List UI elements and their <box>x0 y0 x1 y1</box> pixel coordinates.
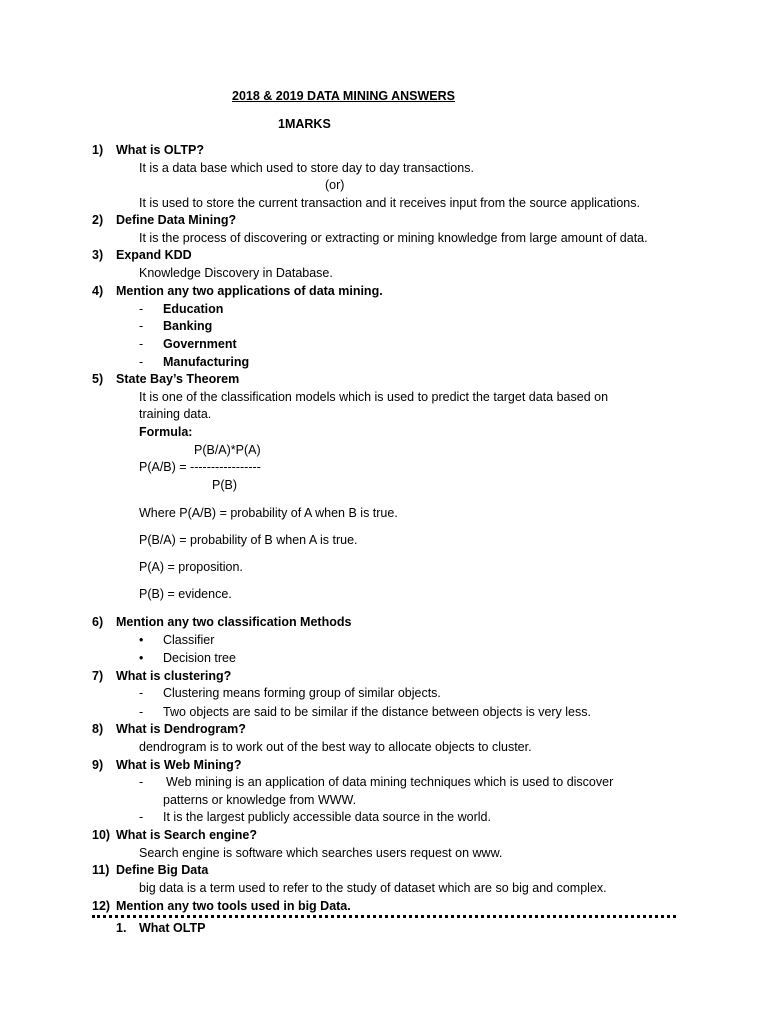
list-item: Decision tree <box>163 651 236 665</box>
question-number: 2) <box>92 213 104 227</box>
question-text: Expand KDD <box>116 248 192 262</box>
dash-marker: - <box>139 686 144 700</box>
definition-line: Where P(A/B) = probability of A when B is true. <box>139 506 398 520</box>
question-number: 4) <box>92 284 104 298</box>
question-number: 3) <box>92 248 104 262</box>
question-number: 12) <box>92 899 111 913</box>
question-number: 11) <box>92 863 110 877</box>
question-number: 1) <box>92 143 104 157</box>
list-item: Web mining is an application of data mining techniques which is used to discover <box>166 775 614 789</box>
list-item: Manufacturing <box>163 355 250 369</box>
question-text: Define Data Mining? <box>116 213 237 227</box>
formula-lhs: P(A/B) = ----------------- <box>139 460 261 474</box>
next-page-question: What OLTP <box>139 921 206 935</box>
question-text: Mention any two tools used in big Data. <box>116 899 351 913</box>
list-item: Two objects are said to be similar if the distance between objects is very less. <box>163 705 591 719</box>
dash-marker: - <box>139 355 144 369</box>
dash-marker: - <box>139 337 144 351</box>
answer-text: It is used to store the current transaction and it receives input from the source applications. <box>139 196 640 210</box>
dash-marker: - <box>139 810 144 824</box>
definition-line: P(B/A) = probability of B when A is true. <box>139 533 358 547</box>
answer-text: Knowledge Discovery in Database. <box>139 266 333 280</box>
formula-label: Formula: <box>139 425 193 439</box>
question-text: What is clustering? <box>116 669 232 683</box>
document-title: 2018 & 2019 DATA MINING ANSWERS <box>232 89 455 103</box>
document-subtitle: 1MARKS <box>278 117 331 131</box>
list-item: Classifier <box>163 633 215 647</box>
dash-marker: - <box>139 705 144 719</box>
list-item: patterns or knowledge from WWW. <box>163 793 357 807</box>
answer-text: It is the process of discovering or extracting or mining knowledge from large amount of data. <box>139 231 648 245</box>
question-number: 9) <box>92 758 104 772</box>
question-text: What is Dendrogram? <box>116 722 246 736</box>
bullet-marker: • <box>139 651 144 665</box>
answer-text: training data. <box>139 407 212 421</box>
question-text: What is OLTP? <box>116 143 204 157</box>
formula-denominator: P(B) <box>212 478 237 492</box>
question-text: Mention any two classification Methods <box>116 615 352 629</box>
bullet-marker: • <box>139 633 144 647</box>
page-break-divider <box>92 915 676 918</box>
question-number: 8) <box>92 722 104 736</box>
question-number: 10) <box>92 828 111 842</box>
question-number: 5) <box>92 372 104 386</box>
question-text: What is Search engine? <box>116 828 258 842</box>
answer-text: It is one of the classification models which is used to predict the target data based on <box>139 390 609 404</box>
answer-text: It is a data base which used to store day to day transactions. <box>139 161 474 175</box>
list-item: Banking <box>163 319 213 333</box>
list-item: Government <box>163 337 237 351</box>
list-item: Clustering means forming group of similar objects. <box>163 686 441 700</box>
dash-marker: - <box>139 302 144 316</box>
question-number: 7) <box>92 669 104 683</box>
answer-text: Search engine is software which searches users request on www. <box>139 846 503 860</box>
next-page-number: 1. <box>116 921 127 935</box>
definition-line: P(B) = evidence. <box>139 587 232 601</box>
question-text: State Bay’s Theorem <box>116 372 240 386</box>
answer-text: big data is a term used to refer to the study of dataset which are so big and complex. <box>139 881 607 895</box>
formula-numerator: P(B/A)*P(A) <box>194 443 261 457</box>
dash-marker: - <box>139 319 144 333</box>
definition-line: P(A) = proposition. <box>139 560 243 574</box>
question-text: Mention any two applications of data mining. <box>116 284 383 298</box>
list-item: Education <box>163 302 224 316</box>
question-text: What is Web Mining? <box>116 758 242 772</box>
dash-marker: - <box>139 775 144 789</box>
answer-text: (or) <box>325 178 345 192</box>
question-text: Define Big Data <box>116 863 209 877</box>
answer-text: dendrogram is to work out of the best way to allocate objects to cluster. <box>139 740 532 754</box>
list-item: It is the largest publicly accessible data source in the world. <box>163 810 491 824</box>
question-number: 6) <box>92 615 104 629</box>
